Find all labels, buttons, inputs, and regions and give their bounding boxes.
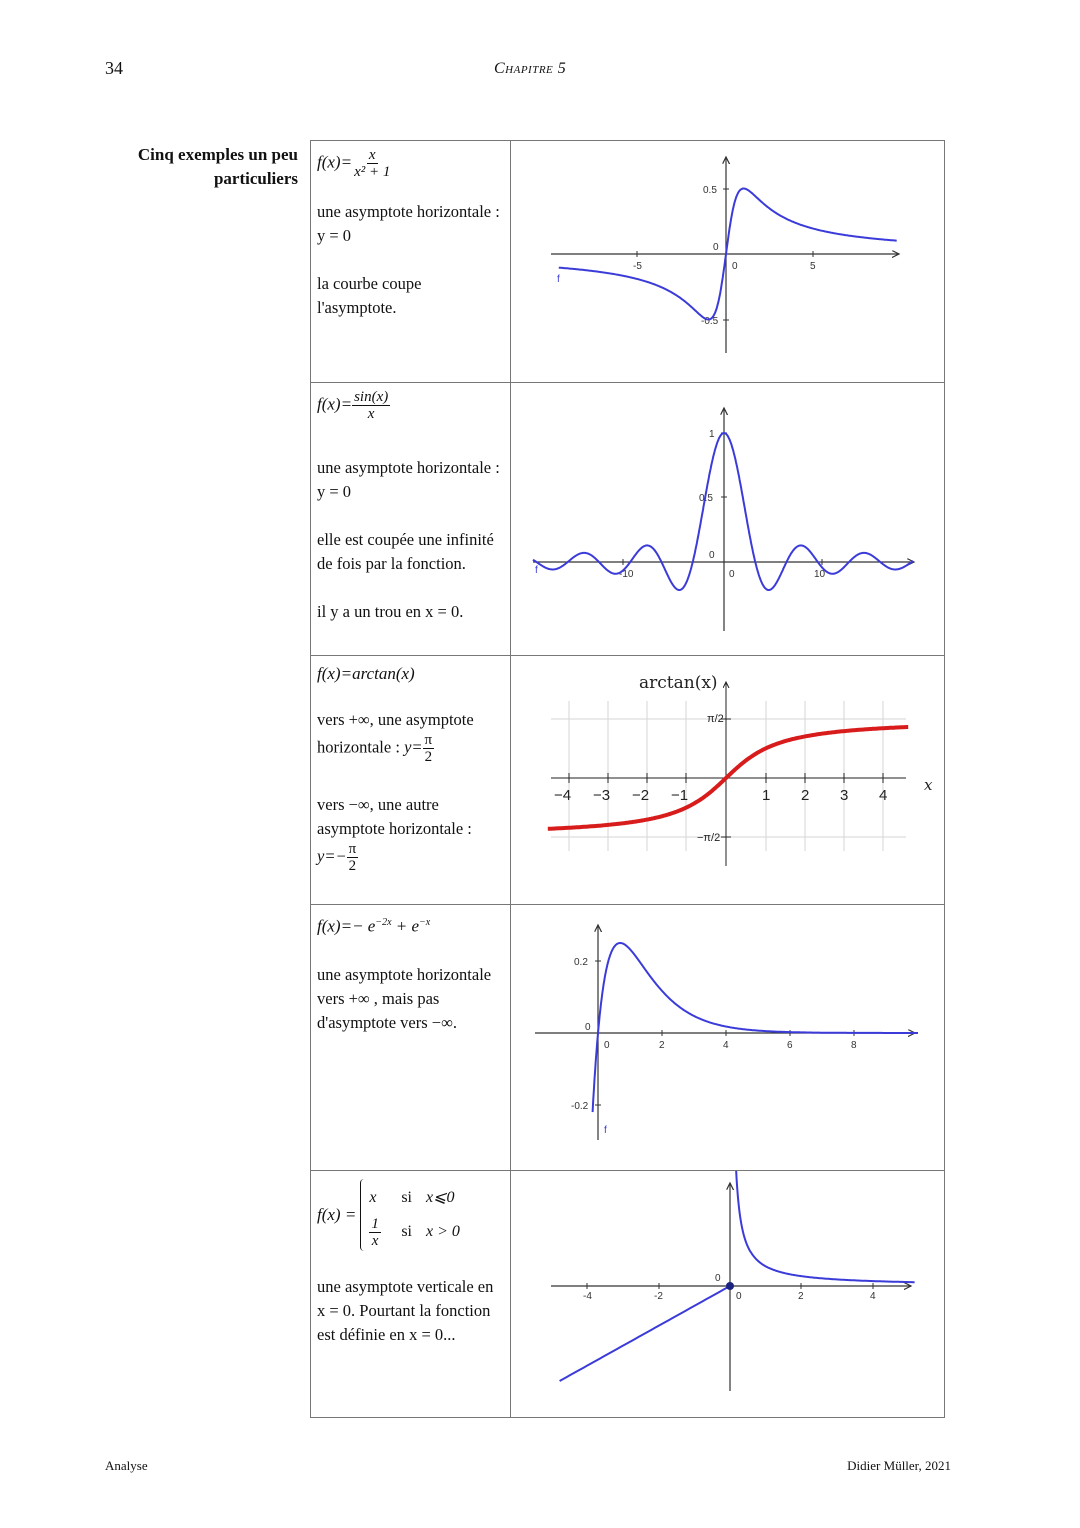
origin-label: 0 (732, 261, 738, 272)
para-text: vers +∞, une asymptote horizontale : (317, 710, 474, 757)
x-tick-label: 8 (851, 1040, 857, 1051)
x-tick-label: 10 (814, 569, 826, 580)
example-1-graph (511, 141, 944, 377)
example-row-2 (311, 383, 945, 656)
x-tick-label: 2 (801, 787, 810, 804)
example-4-graph (511, 905, 944, 1165)
examples-table (310, 140, 945, 1418)
example-3-para-1 (317, 708, 504, 765)
curve-name-label: f (557, 274, 560, 285)
example-1-para-1: une asymptote horizontale : y = 0 (317, 202, 500, 245)
example-row-3 (311, 656, 945, 905)
example-3-graph-cell (511, 656, 945, 905)
example-row-4 (311, 905, 945, 1171)
x-tick-label: -2 (654, 1291, 663, 1302)
x-tick-label: −4 (554, 787, 572, 804)
example-row-1 (311, 141, 945, 383)
formula-denominator: x (367, 406, 375, 422)
origin-label: 0 (709, 550, 715, 561)
origin-label: 0 (713, 242, 719, 253)
y-tick-label: −π/2 (697, 832, 721, 844)
formula-numerator: π (348, 841, 357, 857)
example-2-graph (511, 383, 944, 650)
example-2-text (311, 383, 511, 656)
y-tick-label: π/2 (707, 713, 724, 725)
x-tick-label: 3 (840, 787, 849, 804)
curve-name-label: f (535, 565, 538, 576)
piecewise-cases (360, 1179, 460, 1251)
y-tick-label: -0.5 (701, 316, 719, 327)
example-1-graph-cell (511, 141, 945, 383)
origin-label: 0 (715, 1273, 721, 1284)
x-tick-label: 4 (723, 1040, 729, 1051)
y-tick-label: 0.2 (574, 957, 588, 968)
x-tick-label: 4 (870, 1291, 876, 1302)
formula-lhs: y=− (317, 846, 347, 866)
function-curve (734, 1171, 915, 1282)
example-2-para-3: il y a un trou en x = 0. (317, 602, 464, 621)
case-condition: x⩽0 (425, 1189, 455, 1206)
x-tick-label: -5 (633, 261, 642, 272)
example-4-text (311, 905, 511, 1171)
formula-term: + e (395, 916, 420, 936)
example-5-text (311, 1171, 511, 1418)
origin-label: 0 (736, 1291, 742, 1302)
formula-lhs: y= (404, 737, 423, 757)
page-number: 34 (105, 58, 123, 78)
example-2-para-1: une asymptote horizontale : y = 0 (317, 458, 500, 501)
x-tick-label: -10 (619, 569, 634, 580)
curve-name-label: f (604, 1125, 607, 1136)
point-at-origin (726, 1282, 734, 1290)
example-3-graph (511, 656, 944, 899)
example-row-5 (311, 1171, 945, 1418)
y-tick-label: 0.5 (699, 493, 713, 504)
formula-lhs: f(x)=− e (317, 916, 376, 936)
x-tick-label: −3 (593, 787, 611, 804)
example-1-formula (317, 147, 504, 180)
example-4-formula (317, 911, 504, 939)
formula-numerator: π (424, 732, 433, 748)
case-value: x (369, 1189, 377, 1206)
x-tick-label: 1 (762, 787, 771, 804)
example-4-para-1: une asymptote horizontale vers +∞ , mais pas d'asymptote vers −∞. (317, 964, 492, 1032)
para-text: vers −∞, une autre asymptote horizontale : (317, 795, 472, 838)
formula-exponent: −x (419, 917, 431, 928)
formula-lhs: f(x)= (317, 394, 353, 414)
footer-left: Analyse (105, 1458, 148, 1473)
example-1-text (311, 141, 511, 383)
x-tick-label: 2 (798, 1291, 804, 1302)
formula-numerator: x (368, 147, 376, 163)
formula-denominator: x (371, 1232, 379, 1249)
formula-denominator: x² + 1 (354, 164, 391, 180)
function-curve (533, 433, 913, 590)
example-5-graph-cell (511, 1171, 945, 1418)
example-5-graph (511, 1171, 944, 1412)
x-tick-label: −2 (632, 787, 650, 804)
footer-right: Didier Müller, 2021 (847, 1458, 951, 1473)
origin-label: 0 (604, 1040, 610, 1051)
case-si: si (401, 1223, 412, 1240)
origin-label: 0 (729, 569, 735, 580)
example-4-graph-cell (511, 905, 945, 1171)
x-tick-label: -4 (583, 1291, 592, 1302)
x-tick-label: 5 (810, 261, 816, 272)
graph-title: arctan(x) (639, 673, 718, 693)
chapter-header: Chapitre 5 (494, 60, 567, 77)
case-si: si (401, 1189, 412, 1206)
formula-lhs: f(x)= (317, 152, 353, 172)
y-tick-label: 1 (709, 429, 715, 440)
y-tick-label: 0.5 (703, 185, 717, 196)
y-tick-label: -0.2 (571, 1101, 589, 1112)
example-3-para-2 (317, 793, 504, 874)
formula-denominator: 2 (348, 858, 357, 874)
formula-exponent: −2x (375, 917, 392, 928)
example-2-para-2: elle est coupée une infinité de fois par la fonction. (317, 530, 494, 573)
case-condition: x > 0 (425, 1223, 460, 1240)
x-tick-label: 6 (787, 1040, 793, 1051)
origin-label: 0 (585, 1022, 591, 1033)
x-tick-label: −1 (671, 787, 689, 804)
example-5-formula (317, 1179, 504, 1251)
formula-numerator: 1 (371, 1215, 379, 1232)
function-curve (593, 943, 918, 1112)
example-1-para-2: la courbe coupe l'asymptote. (317, 274, 422, 317)
x-tick-label: 4 (879, 787, 888, 804)
formula-numerator: sin(x) (354, 389, 389, 405)
x-axis-label: x (924, 776, 933, 794)
formula-denominator: 2 (424, 749, 433, 765)
example-2-formula (317, 389, 504, 422)
example-5-para-1: une asymptote verticale en x = 0. Pourtant la fonction est définie en x = 0... (317, 1277, 494, 1344)
x-tick-label: 2 (659, 1040, 665, 1051)
formula-lhs: f(x) = (317, 1205, 357, 1224)
margin-title: Cinq exemples un peu particuliers (137, 145, 298, 188)
example-3-text (311, 656, 511, 905)
example-3-formula: f(x)=arctan(x) (317, 664, 415, 683)
example-2-graph-cell (511, 383, 945, 656)
